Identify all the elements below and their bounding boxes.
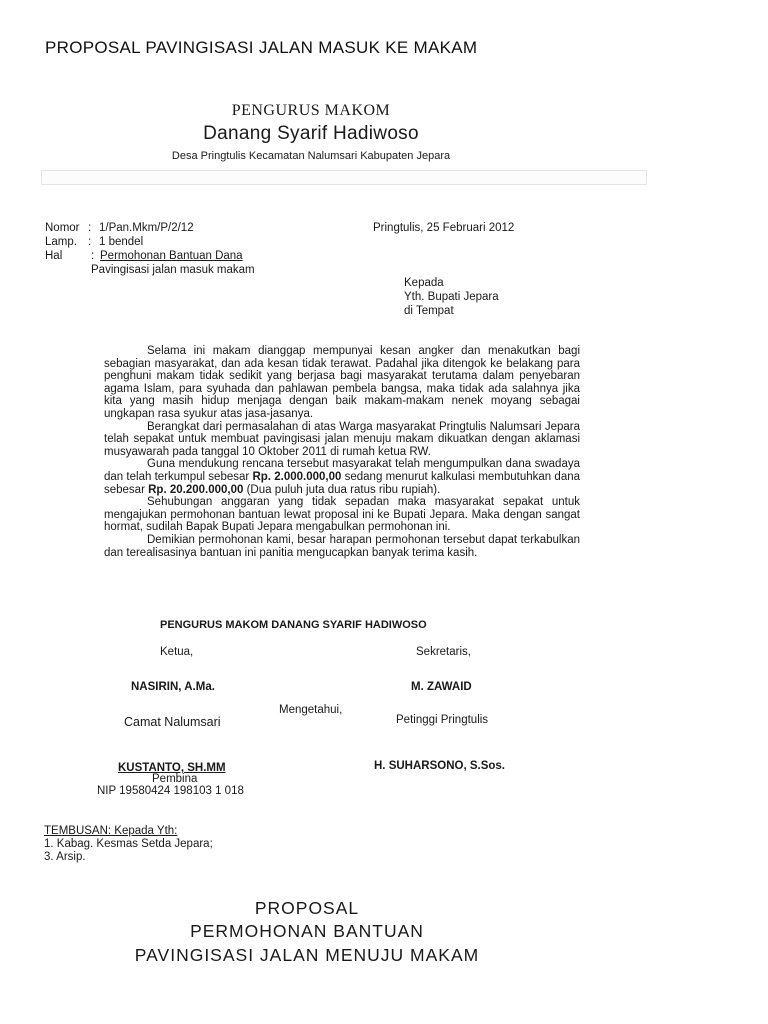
nomor-colon: : <box>88 222 92 234</box>
cover-title-line1: PROPOSAL <box>254 898 360 918</box>
hal-colon: : <box>91 250 95 262</box>
camat-nip: NIP 19580424 198103 1 018 <box>97 785 244 797</box>
cover-title-line3: PAVINGISASI JALAN MENUJU MAKAM <box>134 945 480 965</box>
body-paragraph-3 <box>104 458 580 496</box>
camat-rank: Pembina <box>152 773 198 785</box>
p3-amount-collected: Rp. 2.000.000,00 <box>252 470 342 483</box>
p3-text-c: (Dua puluh juta dua ratus ribu rupiah). <box>243 483 441 496</box>
hal-value: Permohonan Bantuan Dana <box>100 250 243 262</box>
p3-amount-needed: Rp. 20.200.000,00 <box>148 483 244 496</box>
p3-text-b: sedang menurut kalkulasi membutuhkan dana sebesar <box>104 470 581 496</box>
recipient-line2: Yth. Bupati Jepara <box>404 291 499 303</box>
hal-label: Hal <box>45 250 63 262</box>
nomor-value: 1/Pan.Mkm/P/2/12 <box>99 222 194 234</box>
ketua-name: NASIRIN, A.Ma. <box>131 681 215 693</box>
lamp-label: Lamp. <box>45 236 77 248</box>
letterhead-org: PENGURUS MAKOM <box>231 102 391 119</box>
camat-name: KUSTANTO, SH.MM <box>118 762 226 774</box>
cover-title-line2: PERMOHONAN BANTUAN <box>190 921 424 941</box>
lamp-value: 1 bendel <box>99 236 144 248</box>
letterhead-name: Danang Syarif Hadiwoso <box>203 123 419 144</box>
tembusan-heading: TEMBUSAN: Kepada Yth: <box>44 825 178 837</box>
body-paragraph-1: Selama ini makam dianggap mempunyai kesan angker dan menakutkan bagi sebagian masyarakat, dan ada kesan tidak terawat. Padahal jika ditengok ke belakang para penghuni makam tidak sedikit yang berjasa bagi masyarakat terutama dalam penyebaran agama Islam, para syuhada dan pahlawan pembela bangsa, maka tidak ada salahnya jika kita yang masih hidup menjaga dengan baik makam-makam nenek moyang sebagai ungkapan rasa syukur atas jasa-jasanya. <box>104 345 580 420</box>
sekretaris-name: M. ZAWAID <box>411 681 472 693</box>
letterhead-address: Desa Pringtulis Kecamatan Nalumsari Kabupaten Jepara <box>171 150 451 162</box>
petinggi-title: Petinggi Pringtulis <box>396 714 489 726</box>
recipient-line1: Kepada <box>404 277 444 289</box>
recipient-line3: di Tempat <box>404 305 454 317</box>
p3-text-a: Guna mendukung rencana tersebut masyarakat telah mengumpulkan dana swadaya dan telah terkumpul sebesar <box>104 458 580 483</box>
tembusan-item: 1. Kabag. Kesmas Setda Jepara; <box>44 838 213 850</box>
page-title: PROPOSAL PAVINGISASI JALAN MASUK KE MAKAM <box>45 38 478 57</box>
petinggi-name: H. SUHARSONO, S.Sos. <box>374 760 505 772</box>
nomor-label: Nomor <box>45 222 80 234</box>
letter-body <box>104 345 580 559</box>
body-paragraph-2: Berangkat dari permasalahan di atas Warga masyarakat Pringtulis Nalumsari Jepara telah sepakat untuk membuat pavingisasi jalan menuju makam dikuatkan dengan aklamasi musyawarah pada tanggal 10 Oktober 2011 di rumah ketua RW. <box>104 420 580 458</box>
letterhead-divider <box>41 170 647 185</box>
camat-title: Camat Nalumsari <box>124 715 221 729</box>
committee-heading: PENGURUS MAKOM DANANG SYARIF HADIWOSO <box>160 619 427 631</box>
body-paragraph-5: Demikian permohonan kami, besar harapan permohonan tersebut dapat terkabulkan dan terealisasinya bantuan ini panitia mengucapkan banyak terima kasih. <box>104 533 580 559</box>
ketua-label: Ketua, <box>160 646 194 658</box>
hal-subject: Pavingisasi jalan masuk makam <box>91 264 255 276</box>
lamp-colon: : <box>88 236 92 248</box>
body-paragraph-4: Sehubungan anggaran yang tidak sepadan maka masyarakat sepakat untuk mengajukan permohonan bantuan lewat proposal ini ke Bupati Jepara. Maka dengan sangat hormat, sudilah Bapak Bupati Jepara mengabulkan permohonan ini. <box>104 496 580 534</box>
tembusan-item: 3. Arsip. <box>44 851 86 863</box>
place-date: Pringtulis, 25 Februari 2012 <box>373 222 515 234</box>
mengetahui-label: Mengetahui, <box>279 704 343 716</box>
sekretaris-label: Sekretaris, <box>416 646 471 658</box>
